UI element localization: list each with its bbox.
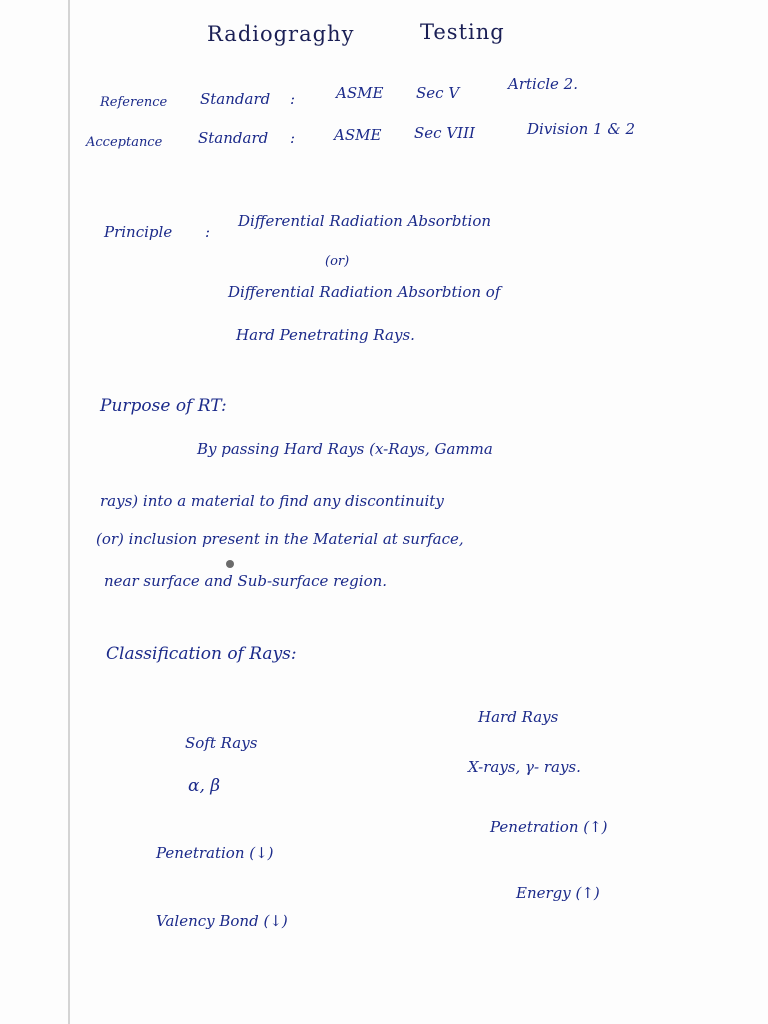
purpose-line-2: rays) into a material to find any discontinuity	[100, 492, 444, 510]
classification-heading: Classification of Rays:	[106, 644, 297, 664]
acceptance-code: ASME	[334, 126, 382, 144]
purpose-line-1: By passing Hard Rays (x-Rays, Gamma	[197, 440, 493, 458]
principle-line-1: Differential Radiation Absorbtion	[238, 212, 492, 230]
reference-code: ASME	[336, 84, 384, 102]
purpose-heading: Purpose of RT:	[100, 396, 227, 416]
principle-line-3: Hard Penetrating Rays.	[236, 326, 415, 344]
hard-rays-types: X-rays, γ- rays.	[468, 758, 581, 776]
hard-rays-penetration: Penetration (↑)	[490, 818, 608, 836]
acceptance-section: Sec VIII	[414, 124, 475, 142]
soft-rays-title: Soft Rays	[185, 734, 258, 752]
title-word-2: Testing	[420, 20, 505, 44]
ink-smudge	[226, 560, 234, 568]
principle-colon: :	[205, 223, 211, 241]
hard-rays-title: Hard Rays	[478, 708, 559, 726]
title-word-1: Radiograghy	[207, 22, 355, 46]
acceptance-colon: :	[290, 129, 296, 147]
principle-or: (or)	[325, 254, 350, 269]
soft-rays-valency: Valency Bond (↓)	[156, 912, 288, 930]
purpose-line-3: (or) inclusion present in the Material at surface,	[96, 530, 464, 548]
principle-line-2: Differential Radiation Absorbtion of	[228, 283, 501, 301]
acceptance-standard-word: Standard	[198, 129, 269, 147]
reference-section: Sec V	[416, 84, 460, 102]
hard-rays-energy: Energy (↑)	[516, 884, 600, 902]
reference-label: Reference	[100, 95, 168, 110]
reference-colon: :	[290, 90, 296, 108]
acceptance-division: Division 1 & 2	[527, 120, 636, 138]
soft-rays-types: α, β	[188, 776, 221, 796]
soft-rays-penetration: Penetration (↓)	[156, 844, 274, 862]
reference-article: Article 2.	[508, 75, 578, 93]
purpose-line-4: near surface and Sub-surface region.	[104, 572, 388, 590]
margin-line	[68, 0, 70, 1024]
acceptance-label: Acceptance	[86, 135, 163, 150]
principle-label: Principle	[104, 223, 173, 241]
reference-standard-word: Standard	[200, 90, 271, 108]
